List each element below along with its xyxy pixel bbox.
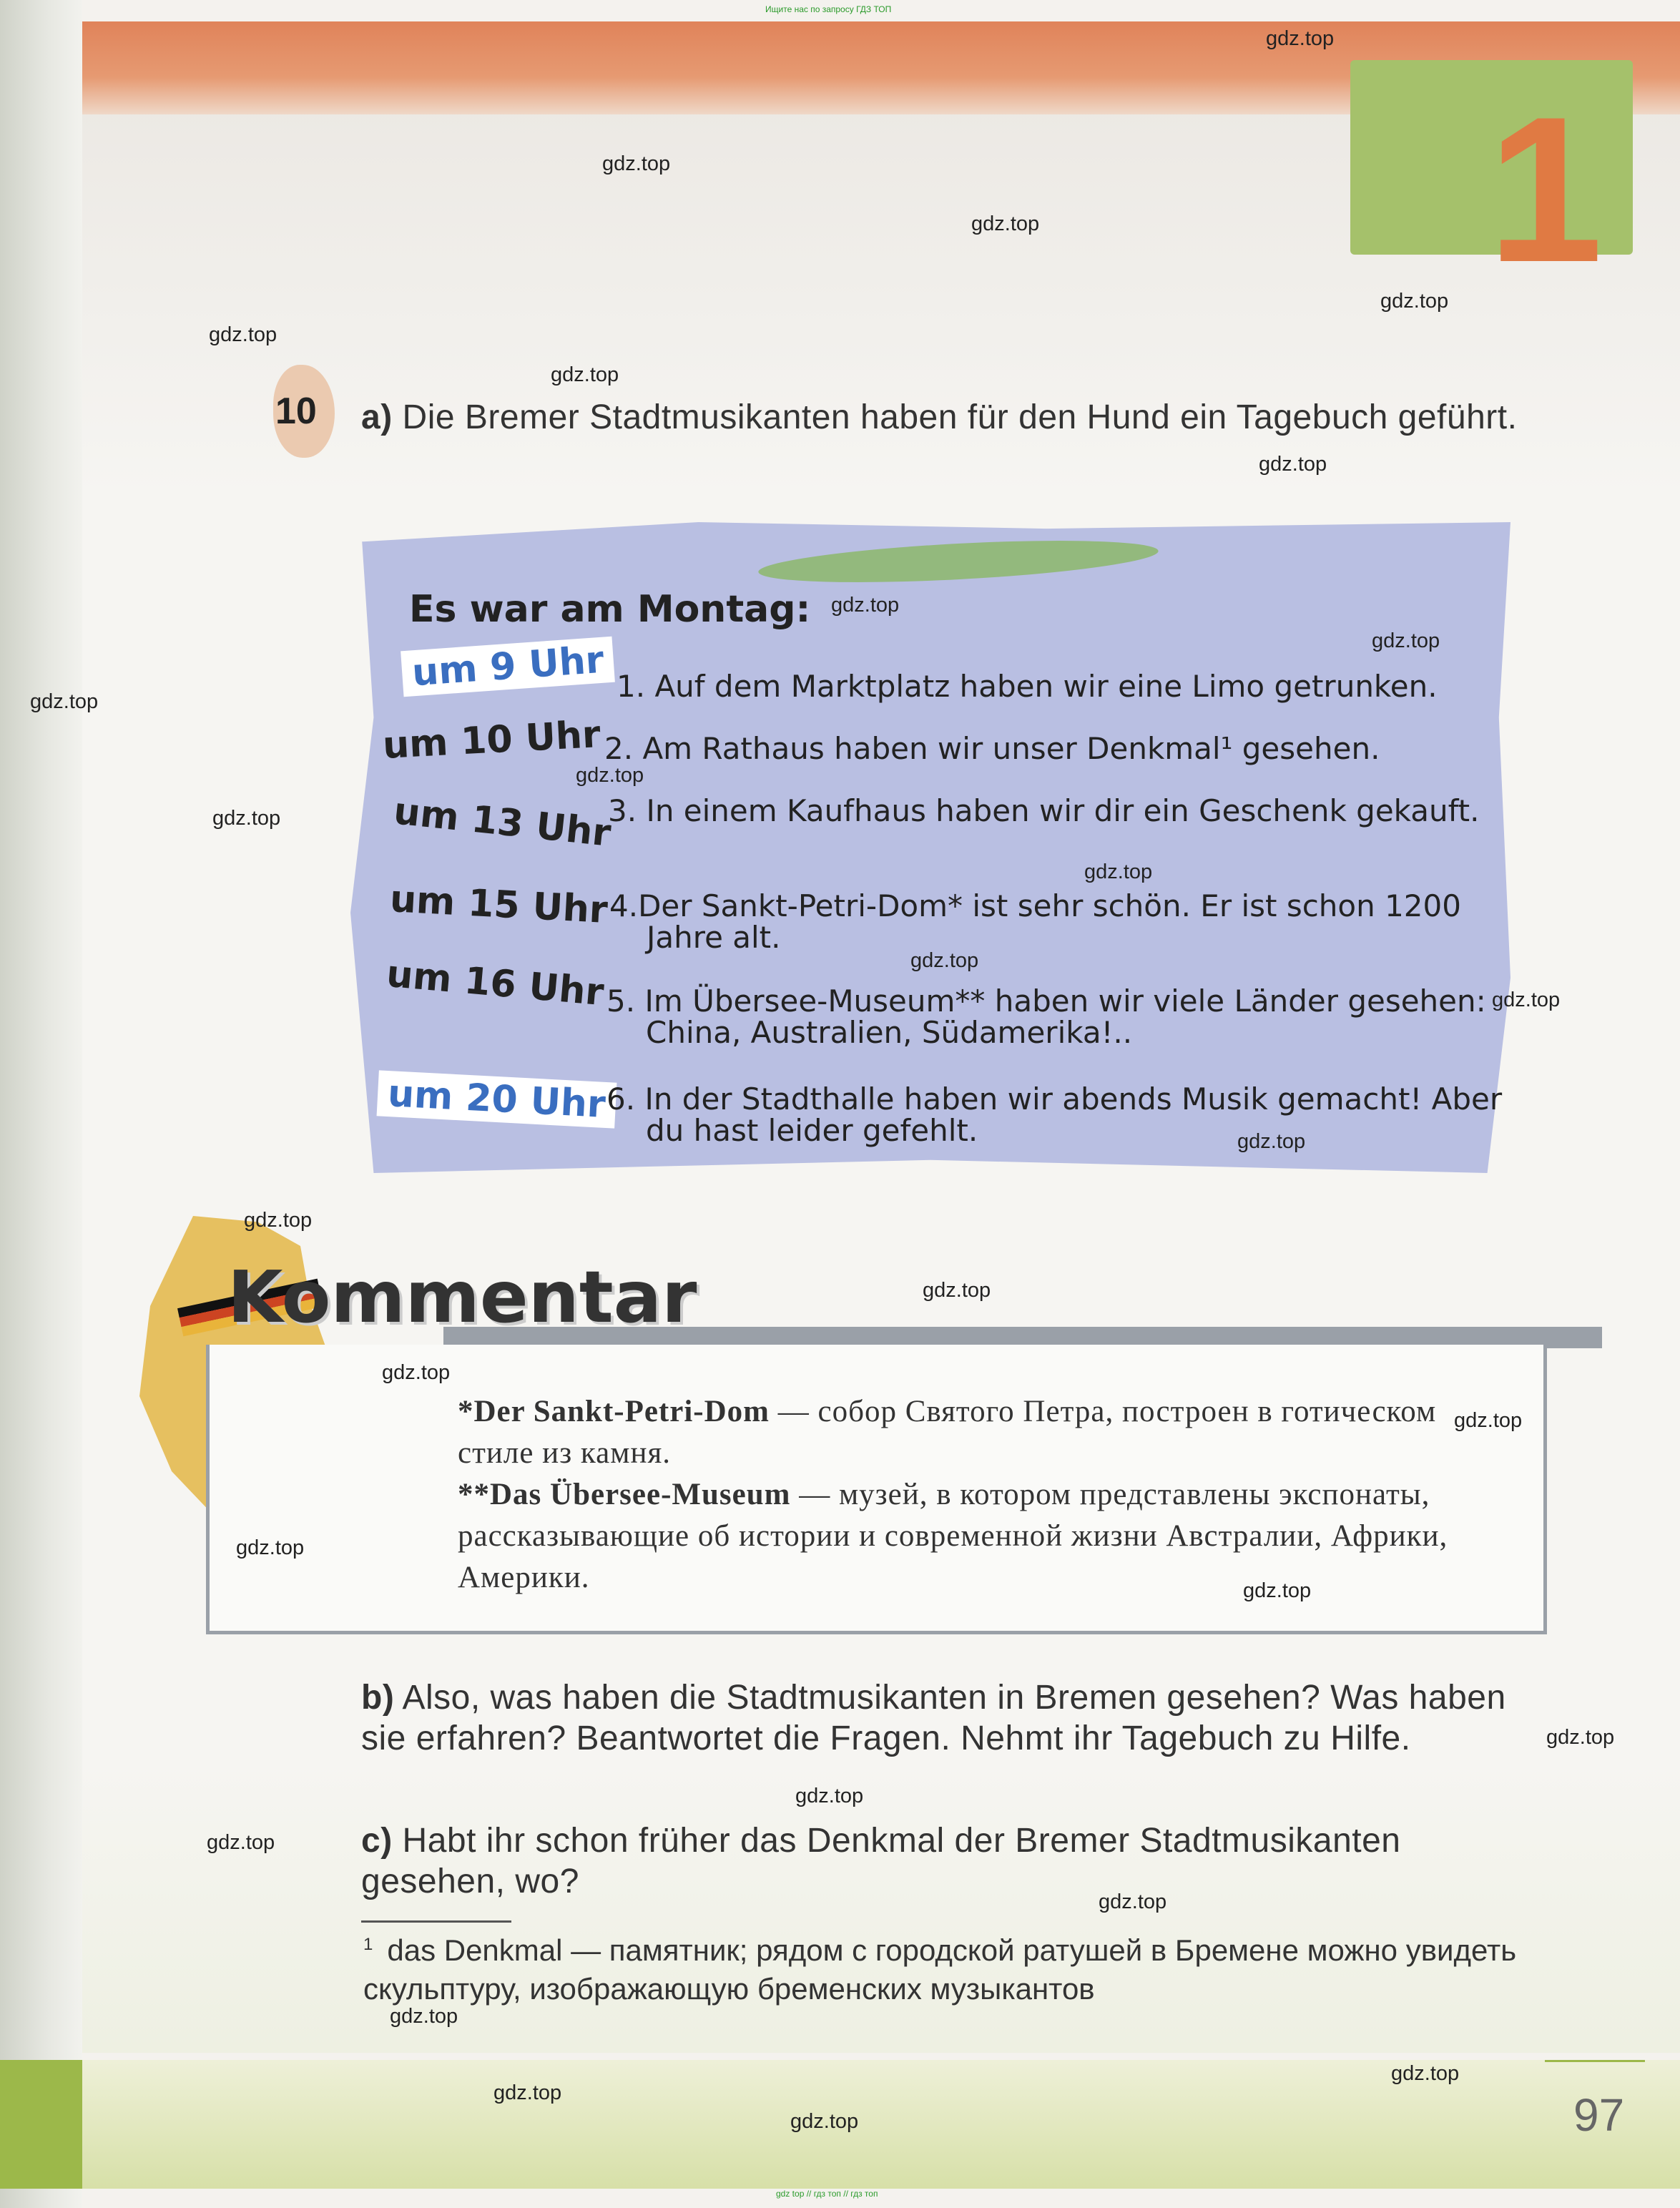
- book-spine: [0, 0, 82, 2208]
- bottom-spine: [0, 2060, 82, 2189]
- page-number-rule: [1545, 2060, 1645, 2062]
- diary-entry-number: 6.: [606, 1081, 636, 1117]
- watermark: gdz.top: [790, 2110, 859, 2133]
- watermark: gdz.top: [212, 807, 281, 830]
- watermark: gdz.top: [971, 212, 1040, 235]
- watermark: gdz.top: [576, 764, 644, 787]
- part-c-label: c): [361, 1822, 393, 1860]
- diary-entry-number: 1.: [617, 669, 646, 704]
- kommentar-term: *Der Sankt-Petri-Dom: [458, 1395, 770, 1428]
- part-a-label: a): [361, 398, 393, 436]
- watermark: gdz.top: [1380, 290, 1449, 313]
- part-c-instruction: [361, 1820, 1534, 1902]
- diary-entry: [606, 1081, 1504, 1148]
- watermark: gdz.top: [382, 1361, 451, 1384]
- diary-entry-number: 5.: [606, 983, 636, 1019]
- diary-time: um 10 Uhr: [381, 713, 602, 767]
- diary-entry: [606, 983, 1533, 1050]
- watermark: gdz.top: [1259, 453, 1327, 476]
- watermark: gdz.top: [1099, 1890, 1167, 1913]
- footnote-rule: [361, 1920, 511, 1923]
- watermark: gdz.top: [910, 949, 979, 972]
- watermark: gdz.top: [831, 594, 900, 617]
- watermark: gdz.top: [1372, 629, 1440, 652]
- footnote-mark: 1: [363, 1935, 373, 1954]
- diary-entry-text: In einem Kaufhaus haben wir dir ein Geschenk gekauft.: [646, 793, 1480, 828]
- part-a-text: Die Bremer Stadtmusikanten haben für den Hund ein Tagebuch geführt.: [402, 398, 1518, 436]
- kommentar-definition: — собор Святого Петра, построен в готическом стиле из камня.: [458, 1395, 1437, 1470]
- chapter-number: 1: [1488, 74, 1603, 305]
- page-number: 97: [1573, 2089, 1625, 2141]
- kommentar-definition: — музей, в котором представлены экспонаты, рассказывающие об истории и современной жизни Австралии, Африки, Америки.: [458, 1478, 1448, 1594]
- watermark: gdz.top: [390, 2005, 458, 2028]
- kommentar-term: **Das Übersee-Museum: [458, 1478, 791, 1511]
- diary-entry: [604, 733, 1463, 765]
- diary-entry-number: 3.: [608, 793, 637, 828]
- diary-time: um 9 Uhr: [401, 637, 615, 697]
- watermark: gdz.top: [1243, 1579, 1312, 1602]
- footnote: [363, 1925, 1565, 2008]
- exercise-number: 10: [275, 391, 317, 432]
- header-note: Ищите нас по запросу ГДЗ ТОП: [765, 4, 892, 14]
- diary-time: um 15 Uhr: [388, 878, 609, 932]
- diary-time: um 20 Uhr: [377, 1070, 617, 1128]
- footnote-text: das Denkmal — памятник; рядом с городской ратушей в Бремене можно увидеть скульптуру, изображающую бременских музыкантов: [363, 1933, 1517, 2006]
- diary-entry-text: Im Übersee-Museum** haben wir viele Länder gesehen: China, Australien, Südamerika!..: [644, 983, 1486, 1050]
- watermark: gdz.top: [1546, 1726, 1615, 1749]
- diary-time: um 16 Uhr: [384, 952, 606, 1015]
- diary-heading: Es war am Montag:: [409, 588, 811, 631]
- diary-entry: [617, 671, 1475, 702]
- watermark: gdz.top: [493, 2081, 562, 2104]
- watermark: gdz.top: [236, 1536, 305, 1559]
- diary-entry: [609, 890, 1505, 953]
- watermark: gdz.top: [551, 363, 619, 386]
- watermark: gdz.top: [1266, 27, 1335, 50]
- part-b-instruction: [361, 1677, 1534, 1759]
- watermark: gdz.top: [1454, 1409, 1523, 1432]
- diary-entry-text: Am Rathaus haben wir unser Denkmal¹ gesehen.: [642, 731, 1380, 766]
- diary-entry-number: 4.: [609, 888, 639, 923]
- kommentar-item: [458, 1391, 1459, 1474]
- diary-entry-number: 2.: [604, 731, 634, 766]
- part-a-instruction: [361, 397, 1534, 438]
- diary-entry-text: Auf dem Marktplatz haben wir eine Limo getrunken.: [654, 669, 1438, 704]
- watermark: gdz.top: [1492, 988, 1561, 1011]
- diary-entry-text: Der Sankt-Petri-Dom* ist sehr schön. Er ist schon 1200 Jahre alt.: [638, 888, 1461, 955]
- watermark: gdz.top: [1391, 2062, 1460, 2085]
- kommentar-text: [458, 1391, 1459, 1599]
- part-b-text: Also, was haben die Stadtmusikanten in Bremen gesehen? Was haben sie erfahren? Beantwortet die Fragen. Nehmt ihr Tagebuch zu Hilfe.: [361, 1679, 1506, 1757]
- kommentar-title: Kommentar: [227, 1255, 697, 1339]
- watermark: gdz.top: [602, 152, 671, 175]
- watermark: gdz.top: [209, 323, 277, 346]
- footer-note: gdz top // гдз топ // гдз топ: [776, 2189, 878, 2199]
- watermark: gdz.top: [30, 690, 99, 713]
- diary-entry: [608, 795, 1505, 827]
- part-c-text: Habt ihr schon früher das Denkmal der Bremer Stadtmusikanten gesehen, wo?: [361, 1822, 1401, 1900]
- watermark: gdz.top: [1084, 860, 1153, 883]
- watermark: gdz.top: [795, 1785, 864, 1807]
- watermark: gdz.top: [923, 1279, 991, 1302]
- diary-entry-text: In der Stadthalle haben wir abends Musik gemacht! Aber du hast leider gefehlt.: [644, 1081, 1503, 1148]
- watermark: gdz.top: [207, 1831, 275, 1854]
- watermark: gdz.top: [1237, 1130, 1306, 1153]
- diary-time: um 13 Uhr: [391, 790, 613, 855]
- part-b-label: b): [361, 1679, 395, 1717]
- watermark: gdz.top: [244, 1209, 313, 1232]
